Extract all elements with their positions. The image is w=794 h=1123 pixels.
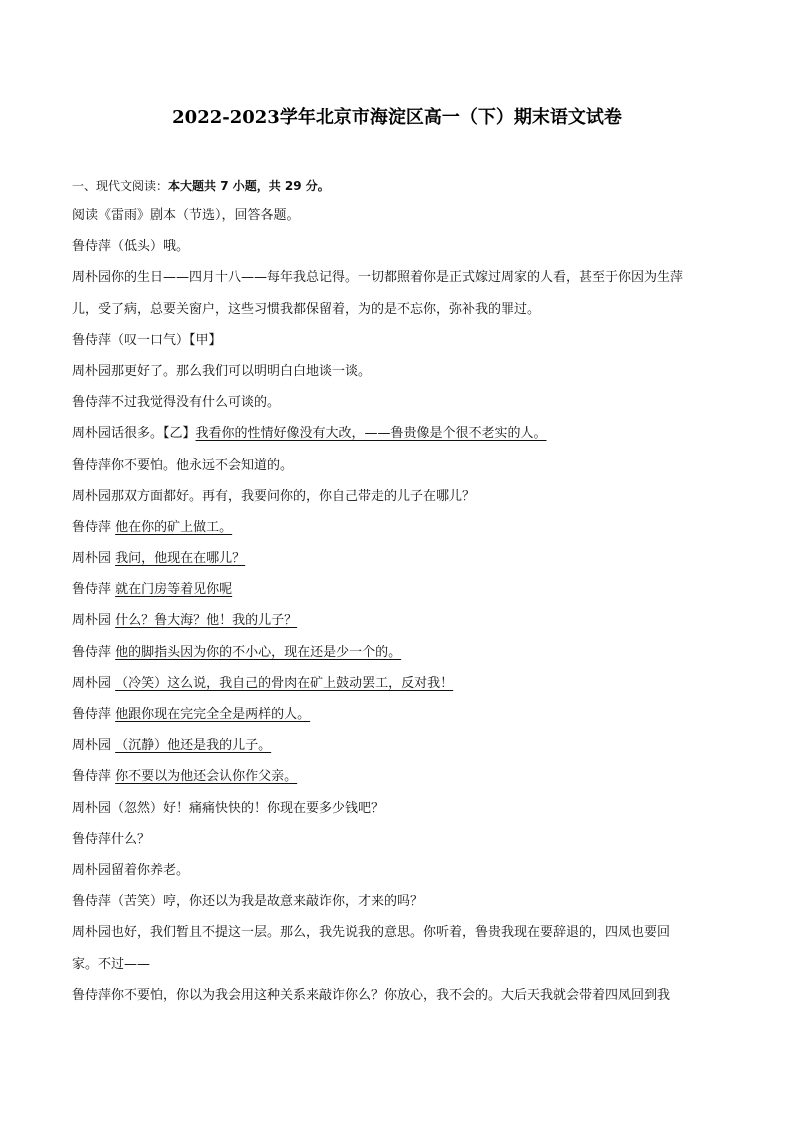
- passage-line: [72, 890, 724, 921]
- line-text: 鲁侍萍: [72, 519, 116, 535]
- passage-line: [72, 298, 724, 329]
- passage-line: [72, 859, 724, 890]
- passage-line: [72, 485, 724, 516]
- passage-line: [72, 235, 724, 266]
- line-text: 周朴园: [72, 613, 116, 629]
- underlined-text: 就在门房等着见你呢: [115, 582, 233, 598]
- passage-line: [72, 266, 724, 297]
- passage-line: [72, 578, 724, 609]
- underlined-text: 什么？鲁大海？他！我的儿子？: [115, 613, 298, 629]
- passage-line: [72, 921, 724, 952]
- passage-line: [72, 828, 724, 859]
- line-text: 儿，受了病，总要关窗户，这些习惯我都保留着，为的是不忘你，弥补我的罪过。: [72, 301, 541, 317]
- line-text: 周朴园（忽然）好！痛痛快快的！你现在要多少钱吧？: [72, 800, 385, 816]
- passage-line: [72, 360, 724, 391]
- passage-line: [72, 953, 724, 984]
- line-text: 鲁侍萍（苦笑）哼，你还以为我是故意来敲诈你，才来的吗？: [72, 894, 424, 910]
- passage-line: [72, 329, 724, 360]
- line-text: 阅读《雷雨》剧本（节选），回答各题。: [72, 208, 300, 223]
- passage-line: [72, 516, 724, 547]
- line-text: 周朴园: [72, 738, 116, 754]
- underlined-text: 我问，他现在在哪儿？: [115, 551, 246, 567]
- passage-line: [72, 672, 724, 703]
- line-text: 周朴园留着你养老。: [72, 862, 190, 878]
- passage-line: [72, 703, 724, 734]
- passage-line: [72, 984, 724, 1015]
- section-prefix: 一、现代文阅读：: [72, 179, 169, 193]
- line-text: 周朴园也好，我们暂且不提这一层。那么，我先说我的意思。你听着，鲁贵我现在要辞退的，四凤也要回: [72, 925, 671, 941]
- passage-line: [72, 734, 724, 765]
- underlined-text: 他跟你现在完完全全是两样的人。: [115, 707, 311, 722]
- line-text: 周朴园话很多。【乙】: [72, 426, 196, 442]
- passage-line: [72, 609, 724, 640]
- underlined-text: 我看你的性情好像没有大改，——鲁贵像是个很不老实的人。: [195, 426, 547, 442]
- passage-line: [72, 641, 724, 672]
- line-text: 周朴园你的生日——四月十八——每年我总记得。一切都照着你是正式嫁过周家的人看，甚至于你因为生萍: [72, 270, 684, 286]
- line-text: 周朴园: [72, 551, 116, 567]
- line-text: 周朴园那更好了。那么我们可以明明白白地谈一谈。: [72, 363, 372, 379]
- underlined-text: （沉静）他还是我的儿子。: [115, 738, 272, 754]
- line-text: 鲁侍萍（低头）哦。: [72, 239, 190, 255]
- underlined-text: 他在你的矿上做工。: [115, 519, 233, 535]
- line-text: 鲁侍萍什么？: [72, 831, 151, 847]
- line-text: 鲁侍萍: [72, 582, 116, 598]
- underlined-text: （冷笑）这么说，我自己的骨肉在矿上鼓动罢工，反对我！: [115, 675, 454, 691]
- line-text: 鲁侍萍（叹一口气）【甲】: [72, 332, 222, 348]
- line-text: 周朴园: [72, 675, 116, 691]
- passage-line: [72, 765, 724, 796]
- line-text: 鲁侍萍你不要怕，你以为我会用这种关系来敲诈你么？你放心，我不会的。大后天我就会带着四凤回到我: [72, 987, 671, 1003]
- reading-passage: [72, 204, 724, 1015]
- line-text: 鲁侍萍: [72, 769, 116, 785]
- underlined-text: 他的脚指头因为你的不小心，现在还是少一个的。: [115, 644, 402, 660]
- line-text: 鲁侍萍你不要怕。他永远不会知道的。: [72, 457, 294, 473]
- passage-line: [72, 454, 724, 485]
- section-heading: [72, 176, 330, 196]
- line-text: 鲁侍萍: [72, 707, 116, 722]
- passage-line: [72, 204, 724, 235]
- document-title: 2022-2023学年北京市海淀区高一（下）期末语文试卷: [172, 107, 622, 128]
- line-text: 鲁侍萍不过我觉得没有什么可谈的。: [72, 395, 281, 411]
- passage-line: [72, 391, 724, 422]
- passage-line: [72, 547, 724, 578]
- line-text: 鲁侍萍: [72, 644, 116, 660]
- passage-line: [72, 422, 724, 453]
- line-text: 家。不过——: [72, 956, 151, 972]
- line-text: 周朴园那双方面都好。再有，我要问你的，你自己带走的儿子在哪儿？: [72, 488, 476, 504]
- underlined-text: 你不要以为他还会认你作父亲。: [115, 769, 298, 785]
- passage-line: [72, 797, 724, 828]
- section-detail: 本大题共 7 小题，共 29 分。: [168, 179, 330, 193]
